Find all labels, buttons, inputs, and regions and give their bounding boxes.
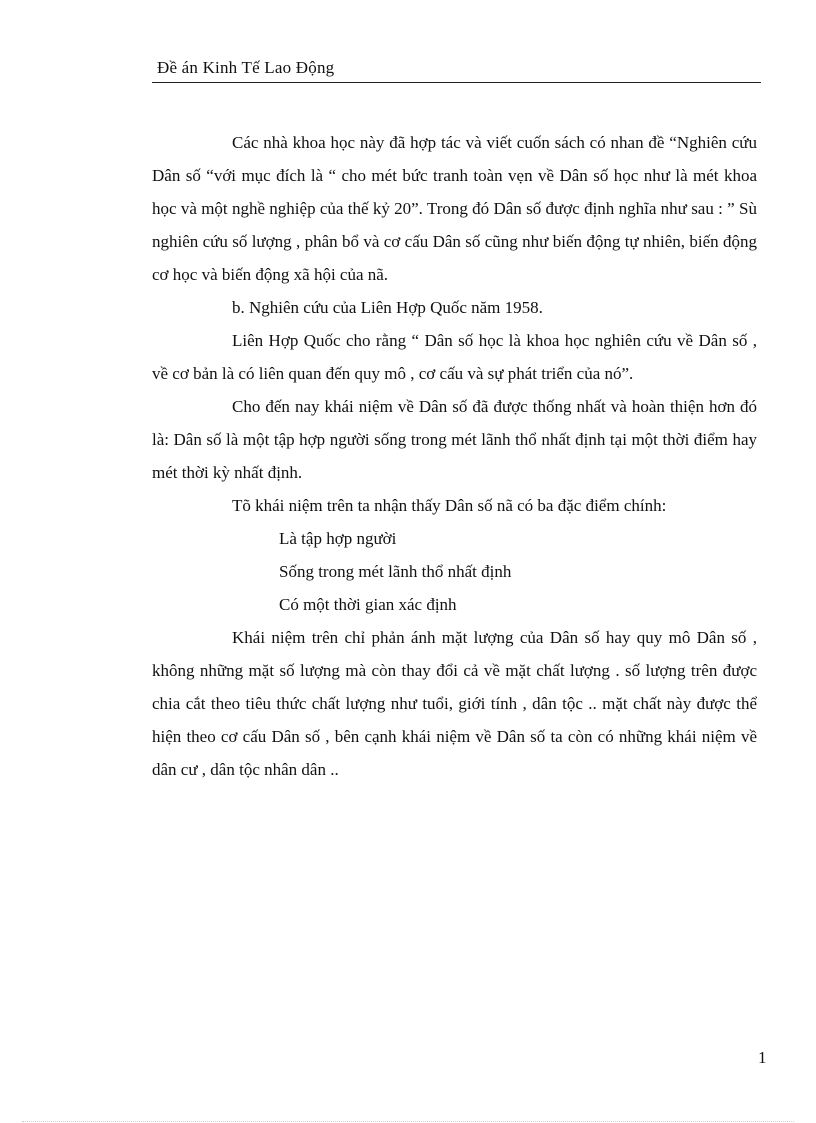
page-bottom-divider	[22, 1121, 794, 1122]
header-title: Đề án Kinh Tế Lao Động	[157, 58, 335, 77]
subheading-un-study: b. Nghiên cứu của Liên Hợp Quốc năm 1958.	[232, 298, 543, 317]
document-body	[152, 126, 757, 786]
page-number: 1	[758, 1048, 767, 1067]
list-item: Là tập hợp người	[279, 529, 397, 548]
paragraph-1: Các nhà khoa học này đã hợp tác và viết cuốn sách có nhan đề “Nghiên cứu Dân số “với mục đích là “ cho mét bức tranh toàn vẹn về Dân số học như là mét khoa học và một nghề nghiệp của thế kỷ 20”. Trong đó Dân số được định nghĩa như sau : ” Sù nghiên cứu số lượng , phân bổ và cơ cấu Dân số cũng như biến động tự nhiên, biến động cơ học và biến động xã hội của nã.	[152, 133, 757, 284]
paragraph-4: Tõ khái niệm trên ta nhận thấy Dân số nã có ba đặc điểm chính:	[232, 496, 667, 515]
paragraph-5: Khái niệm trên chỉ phản ánh mặt lượng của Dân số hay quy mô Dân số , không những mặt số lượng mà còn thay đổi cả về mặt chất lượng . số lượng trên được chia cắt theo tiêu thức chất lượng như tuổi, giới tính , dân tộc .. mặt chất này được thể hiện theo cơ cấu Dân số , bên cạnh khái niệm về Dân số ta còn có những khái niệm về dân cư , dân tộc nhân dân ..	[152, 628, 757, 779]
page-header	[152, 58, 761, 83]
list-item: Có một thời gian xác định	[279, 595, 457, 614]
paragraph-2: Liên Hợp Quốc cho rằng “ Dân số học là khoa học nghiên cứu về Dân số , về cơ bản là có liên quan đến quy mô , cơ cấu và sự phát triển của nó”.	[152, 331, 757, 383]
paragraph-3: Cho đến nay khái niệm về Dân số đã được thống nhất và hoàn thiện hơn đó là: Dân số là một tập hợp người sống trong mét lãnh thổ nhất định tại một thời điểm hay mét thời kỳ nhất định.	[152, 397, 757, 482]
list-item: Sống trong mét lãnh thổ nhất định	[279, 562, 512, 581]
